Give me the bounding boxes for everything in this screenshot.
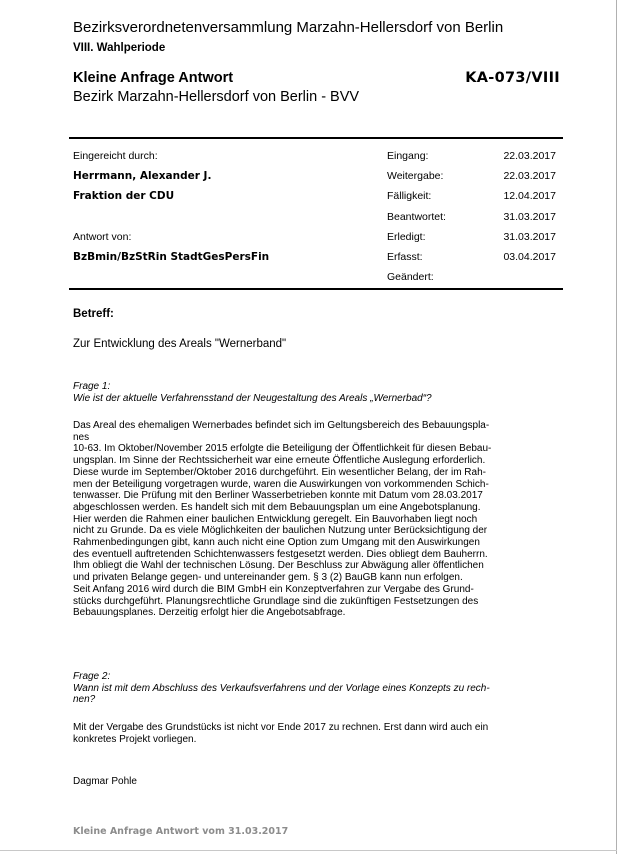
page-bottom-edge [0,850,617,851]
answer-1-line: 10-63. Im Oktober/November 2015 erfolgte die Beteiligung der Öffentlichkeit für diesen Bebau- [73,443,492,455]
bottom-rule [69,288,563,290]
answer-1-line: stücks durchgeführt. Planungsrechtliche Grundlage sind die zukünftigen Festsetzungen des [73,595,479,607]
answerer: BzBmin/BzStRin StadtGesPersFin [73,251,270,263]
answer-1-line: Ihm obliegt die Wahl der technischen Lösung. Der Beschluss zur Abwägung aller öffentlichen [73,560,484,572]
date-value-received: 22.03.2017 [503,150,556,162]
date-label-recorded: Erfasst: [387,251,423,263]
answer-1-line: und privaten Belange gegen- und untereinander gem. § 3 (2) BauGB kann nun erfolgen. [73,572,463,584]
question-2-text: nen? [73,694,96,706]
date-label-due: Fälligkeit: [387,190,432,202]
answer-1-line: nicht zu Grunde. Da es viele Möglichkeiten der baulichen Nutzung unter Berücksichtigung der [73,525,488,537]
election-period: VIII. Wahlperiode [73,42,166,54]
answer-by-label: Antwort von: [73,231,132,243]
answer-1-line: tenwasser. Die Prüfung mit den Berliner Wasserbetrieben konnte mit Datum vom 28.03.2017 [73,490,483,502]
answer-2 [73,722,553,745]
question-2-text: Wann ist mit dem Abschluss des Verkaufsverfahrens und der Vorlage eines Konzepts zu rech- [73,682,490,694]
date-value-due: 12.04.2017 [503,190,556,202]
date-label-received: Eingang: [387,150,429,162]
answer-1-line: Rahmenbedingungen gibt, kann auch nicht eine Option zum Umgang mit den Auswirkungen [73,537,480,549]
answer-1-line: des eventuell auftretenden Schichtenwassers festgesetzt werden. Dies obliegt dem Bauherrn. [73,548,488,560]
date-value-recorded: 03.04.2017 [503,251,556,263]
date-value-forwarded: 22.03.2017 [503,170,556,182]
document-subtitle: Bezirk Marzahn-Hellersdorf von Berlin - BVV [73,89,360,105]
date-value-completed: 31.03.2017 [503,231,556,243]
signature [73,776,553,788]
date-value-answered: 31.03.2017 [503,211,556,223]
document-type: Kleine Anfrage Antwort [73,70,234,86]
subject-text: Zur Entwicklung des Areals "Wernerband" [73,338,287,350]
question-2-label: Frage 2: [73,671,111,682]
date-label-completed: Erledigt: [387,231,426,243]
top-rule [69,137,563,139]
answer-1-line: Diese wurde im September/Oktober 2016 durchgeführt. Ein wesentlicher Belang, der im Rah- [73,466,486,478]
submitted-by-label: Eingereicht durch: [73,150,158,162]
answer-1-line: Seit Anfang 2016 wird durch die BIM GmbH ein Konzeptverfahren zur Vergabe des Grund- [73,583,474,595]
document-id: KA-073/VIII [465,70,560,86]
submitter-faction: Fraktion der CDU [73,190,175,202]
answer-1-line: Bebauungsplanes. Derzeitig erfolgt hier die Angebotsabfrage. [73,607,346,619]
answer-1-line: men der Beteiligung vorgetragen wurde, waren die Auswirkungen von vorkommenden Schich- [73,478,489,490]
submitter-name: Herrmann, Alexander J. [73,170,212,182]
signature-name: Dagmar Pohle [73,776,137,787]
answer-2-line: konkretes Projekt vorliegen. [73,733,197,745]
answer-1 [73,420,553,619]
date-label-forwarded: Weitergabe: [387,170,444,182]
page-footer: Kleine Anfrage Antwort vom 31.03.2017 [73,826,289,837]
question-1 [73,381,553,404]
question-2 [73,671,553,706]
answer-1-line: nes [73,431,90,443]
organization-name: Bezirksverordnetenversammlung Marzahn-Hellersdorf von Berlin [73,19,504,36]
answer-1-line: ungsplan. Im Sinne der Rechtssicherheit war eine erneute Öffentliche Auslegung erforderlich. [73,455,486,467]
answer-1-line: Hier werden die Rahmen einer baulichen Entwicklung geregelt. Ein Bauvorhaben liegt noch [73,513,478,525]
date-label-changed: Geändert: [387,271,434,283]
question-1-text: Wie ist der aktuelle Verfahrensstand der Neugestaltung des Areals „Wernerbad“? [73,392,432,404]
answer-1-line: abgeschlossen werden. Es handelt sich mit dem Bebauungsplan um eine Angebotsplanung. [73,501,481,513]
answer-2-line: Mit der Vergabe des Grundstücks ist nicht vor Ende 2017 zu rechnen. Erst dann wird auch ein [73,722,489,733]
date-label-answered: Beantwortet: [387,211,446,223]
subject-label: Betreff: [73,308,114,320]
answer-1-line: Das Areal des ehemaligen Wernerbades befindet sich im Geltungsbereich des Bebauungspla- [73,420,490,431]
question-1-label: Frage 1: [73,381,111,392]
